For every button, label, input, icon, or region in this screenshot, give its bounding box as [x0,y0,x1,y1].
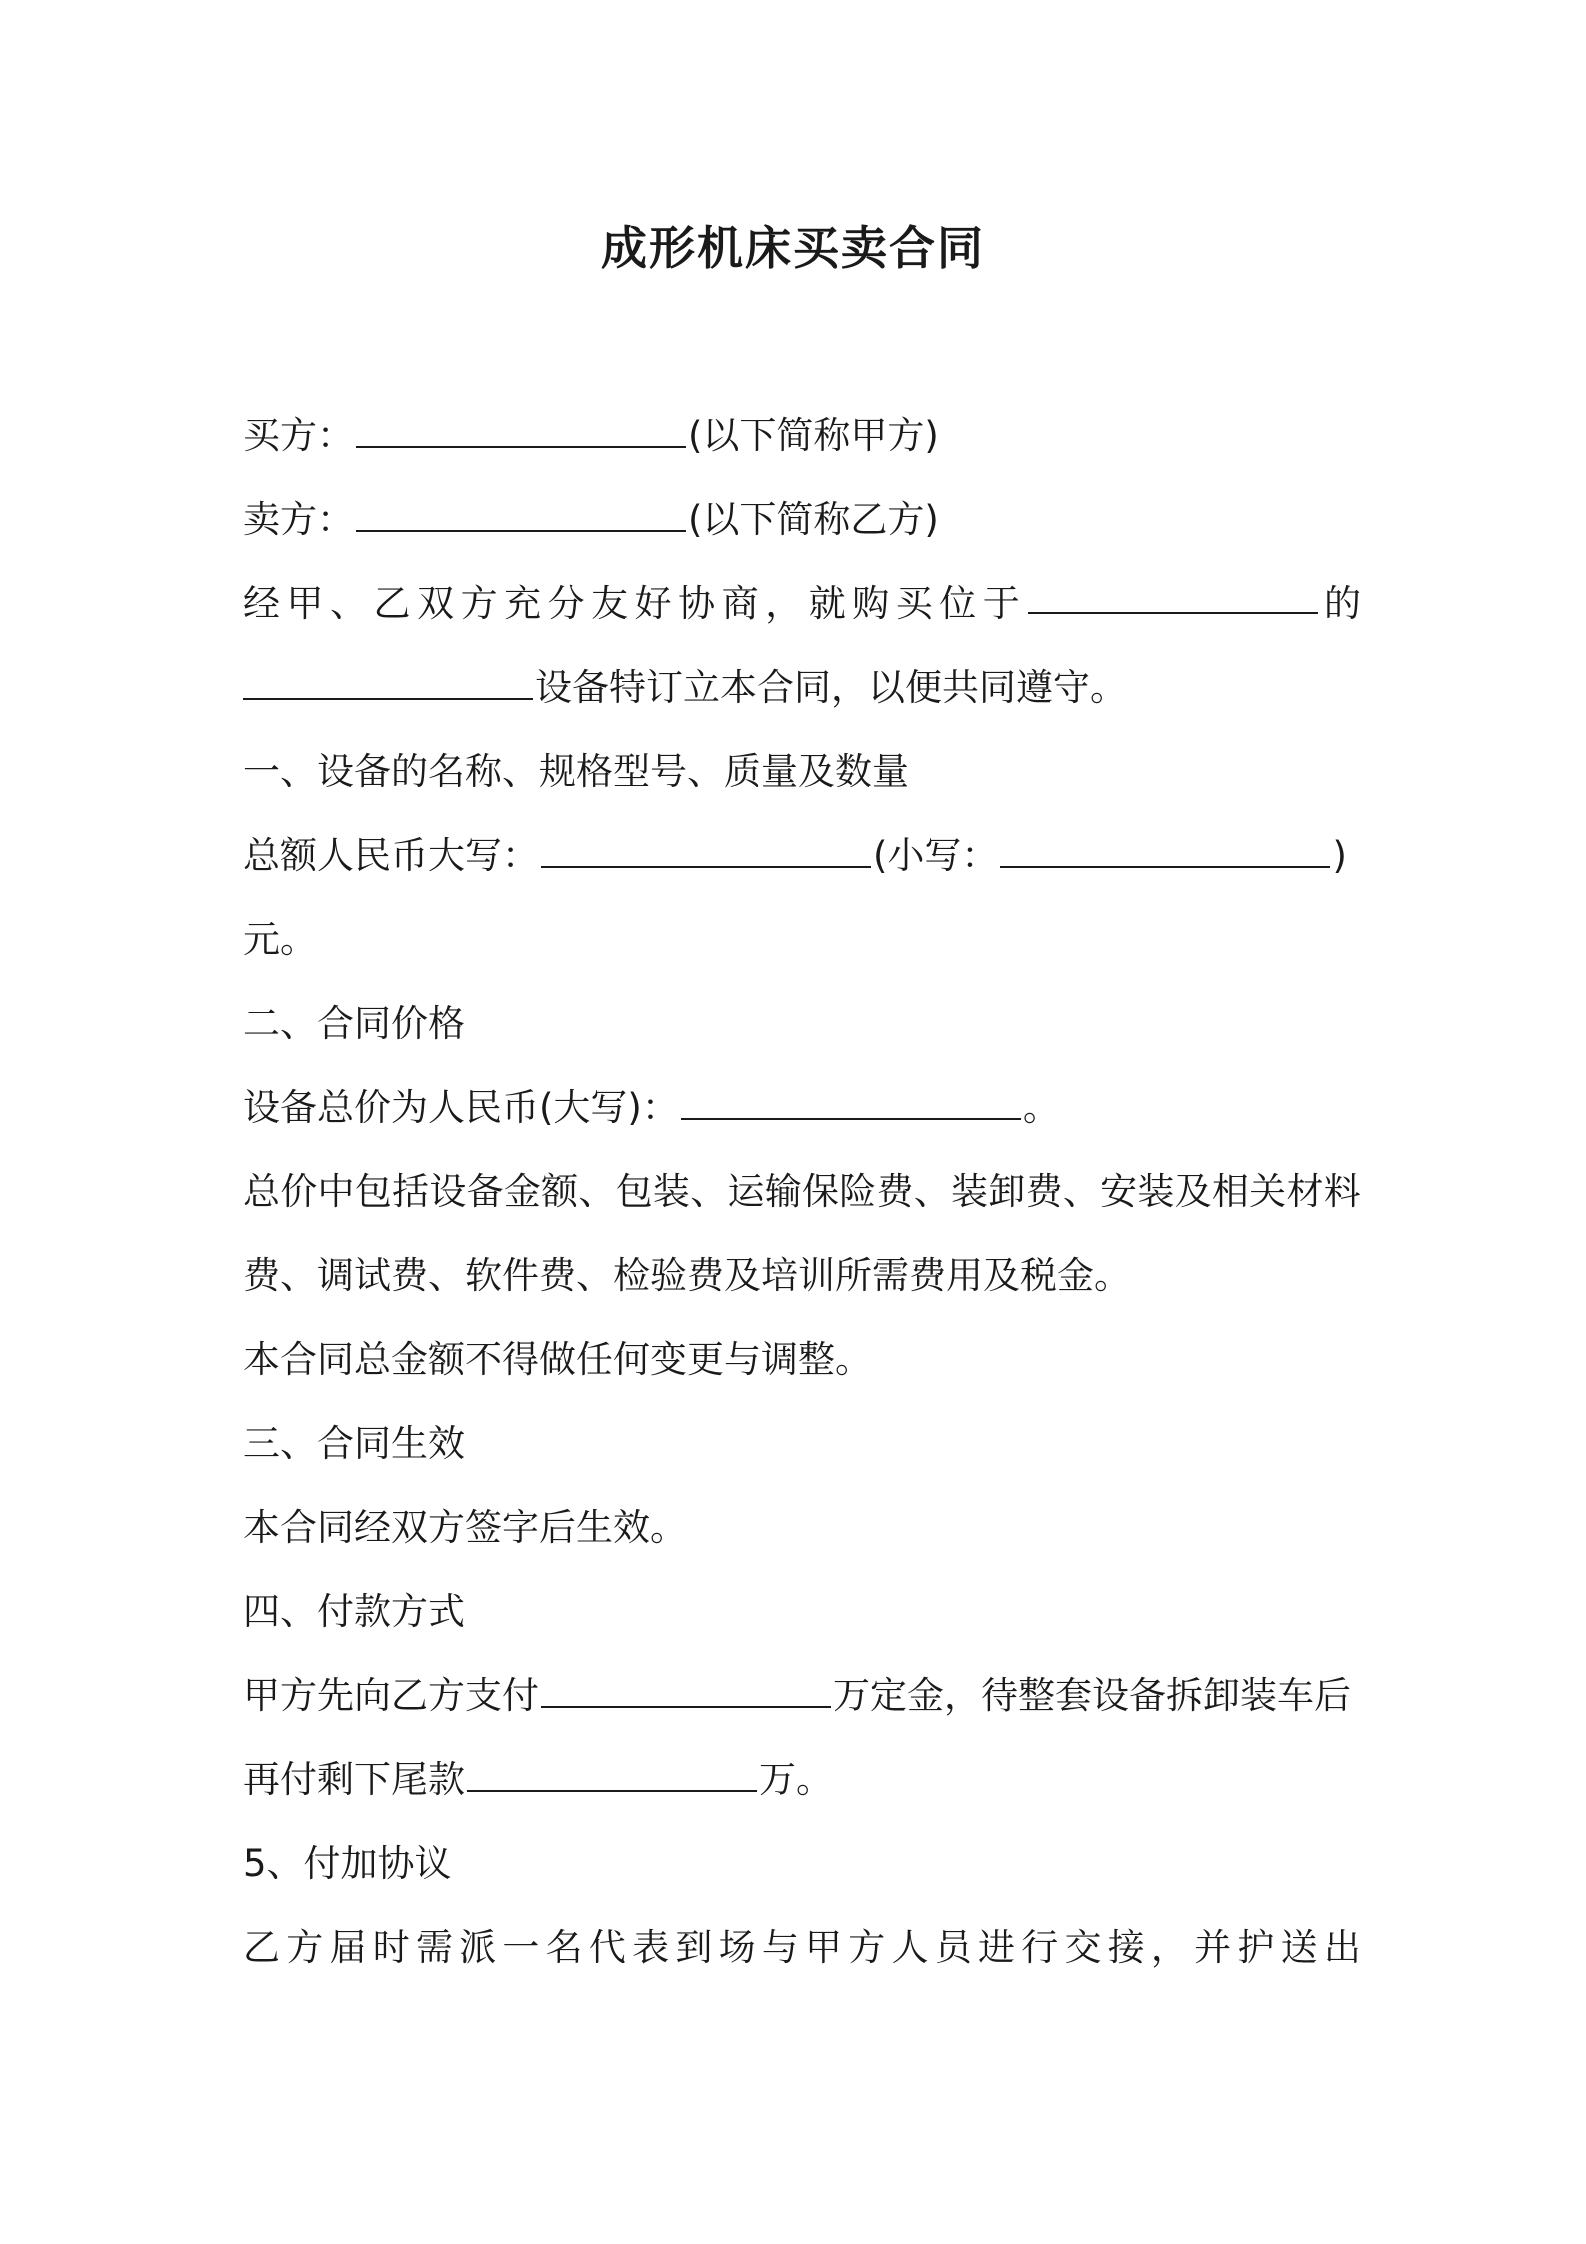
intro-prefix-char: 经 [243,582,280,625]
total-label: 总额人民币大写： [243,834,539,877]
price-line [243,1082,1361,1134]
addendum-char: 名 [545,1926,583,1969]
addendum-char: 表 [632,1926,670,1969]
addendum-char: 时 [372,1926,410,1969]
seller-label: 卖方： [243,498,354,541]
addendum-char: 场 [718,1926,756,1969]
payment-line-2 [243,1754,1361,1806]
intro-mid: 的 [1324,582,1361,625]
intro-suffix: 设备特订立本合同，以便共同遵守。 [535,666,1127,709]
location-blank[interactable] [1028,578,1318,614]
price-includes-char: 、 [690,1170,728,1213]
addendum-char: 行 [1021,1926,1059,1969]
addendum-line [243,1922,1361,1974]
addendum-char: 方 [848,1926,886,1969]
price-includes-char: 括 [392,1170,430,1213]
price-includes-char: 、 [1062,1170,1100,1213]
price-includes-char: 保 [801,1170,839,1213]
price-includes-char: 费 [876,1170,914,1213]
total-lowercase-blank[interactable] [1000,832,1330,868]
section-1-heading: 一、设备的名称、规格型号、质量及数量 [243,750,909,793]
intro-prefix-char: 甲 [286,582,324,625]
intro-prefix-char: 乙 [373,582,411,625]
addendum-char: 到 [675,1926,713,1969]
price-includes-char: 相 [1211,1170,1249,1213]
addendum-char: 进 [977,1926,1015,1969]
price-includes-char: 金 [503,1170,541,1213]
addendum-char: 派 [459,1926,497,1969]
price-includes-char: 装 [951,1170,989,1213]
price-includes-char: 及 [1174,1170,1212,1213]
buyer-blank[interactable] [356,412,686,448]
intro-prefix-char: 分 [547,582,585,625]
intro-line-2 [243,662,1361,714]
price-includes-char: 包 [615,1170,653,1213]
deposit-blank[interactable] [541,1672,831,1708]
price-includes-line-2: 费、调试费、软件费、检验费及培训所需费用及税金。 [243,1254,1131,1297]
addendum-char: 方 [286,1926,324,1969]
buyer-line [243,410,1361,462]
intro-prefix [243,578,1020,630]
intro-prefix-char: 位 [939,582,977,625]
price-includes-char: 输 [764,1170,802,1213]
addendum-text [243,1922,1361,1974]
price-includes-char: 价 [280,1170,318,1213]
payment2-suffix: 万。 [759,1758,833,1801]
price-includes-char: 装 [652,1170,690,1213]
price-includes-text-1 [243,1166,1361,1218]
price-includes-char: 装 [1137,1170,1175,1213]
addendum-char: ， [1150,1926,1188,1969]
payment-prefix: 甲方先向乙方支付 [243,1674,539,1717]
section-3-heading: 三、合同生效 [243,1422,465,1465]
price-includes-char: 中 [317,1170,355,1213]
price-includes-char: 险 [839,1170,877,1213]
intro-prefix-char: 友 [591,582,629,625]
intro-prefix-char: 商 [721,582,759,625]
price-includes-char: 、 [913,1170,951,1213]
addendum-char: 人 [891,1926,929,1969]
addendum-char: 乙 [243,1926,280,1969]
price-includes-char: 总 [243,1170,280,1213]
price-includes-char: 费 [1025,1170,1063,1213]
effective-line: 本合同经双方签字后生效。 [243,1506,687,1549]
section-4-heading: 四、付款方式 [243,1590,465,1633]
intro-prefix-char: 于 [982,582,1020,625]
addendum-char: 届 [329,1926,367,1969]
balance-blank[interactable] [467,1756,757,1792]
addendum-char: 并 [1194,1926,1232,1969]
price-includes-char: 材 [1286,1170,1324,1213]
addendum-char: 员 [934,1926,972,1969]
total-small-close: ) [1332,834,1347,877]
intro-line-1 [243,578,1361,630]
price-includes-char: 备 [466,1170,504,1213]
price-includes-char: 运 [727,1170,765,1213]
intro-prefix-char: 买 [895,582,933,625]
price-includes-line-1 [243,1166,1361,1218]
addendum-char: 护 [1237,1926,1275,1969]
intro-prefix-char: 购 [852,582,890,625]
buyer-label: 买方： [243,414,354,457]
price-includes-char: 关 [1249,1170,1287,1213]
payment-line-1 [243,1670,1361,1722]
price-includes-char: 、 [578,1170,616,1213]
seller-suffix: (以下简称乙方) [688,498,939,541]
price-fixed-line: 本合同总金额不得做任何变更与调整。 [243,1338,872,1381]
seller-line [243,494,1361,546]
price-includes-char: 额 [541,1170,579,1213]
intro-prefix-char: 协 [678,582,716,625]
section-5-heading: 5、付加协议 [243,1842,452,1885]
addendum-char: 代 [588,1926,626,1969]
total-unit: 元。 [243,918,317,961]
intro-prefix-char: 充 [504,582,542,625]
total-small-open: (小写： [873,834,999,877]
addendum-char: 接 [1107,1926,1145,1969]
payment-mid: 万定金，待整套设备拆卸装车后 [833,1674,1351,1717]
intro-prefix-char: 、 [330,582,368,625]
seller-blank[interactable] [356,496,686,532]
price-includes-char: 安 [1100,1170,1138,1213]
addendum-char: 出 [1323,1926,1361,1969]
intro-prefix-char: 就 [808,582,846,625]
addendum-char: 需 [415,1926,453,1969]
total-amount-line [243,830,1361,882]
price-label: 设备总价为人民币(大写)： [243,1086,679,1129]
price-includes-char: 设 [429,1170,467,1213]
price-end: 。 [1022,1086,1060,1129]
addendum-char: 与 [761,1926,799,1969]
price-includes-char: 卸 [988,1170,1026,1213]
intro-prefix-char: 方 [460,582,498,625]
price-blank[interactable] [681,1084,1021,1120]
buyer-suffix: (以下简称甲方) [688,414,939,457]
addendum-char: 交 [1064,1926,1102,1969]
addendum-char: 送 [1280,1926,1318,1969]
price-includes-char: 包 [354,1170,392,1213]
addendum-char: 一 [502,1926,540,1969]
equipment-blank[interactable] [243,664,533,700]
price-includes-char: 料 [1323,1170,1361,1213]
intro-prefix-char: ， [765,582,803,625]
addendum-char: 甲 [805,1926,843,1969]
intro-prefix-char: 双 [417,582,455,625]
payment2-prefix: 再付剩下尾款 [243,1758,465,1801]
section-2-heading: 二、合同价格 [243,1002,465,1045]
intro-prefix-char: 好 [634,582,672,625]
contract-title: 成形机床买卖合同 [601,221,985,275]
total-uppercase-blank[interactable] [541,832,871,868]
